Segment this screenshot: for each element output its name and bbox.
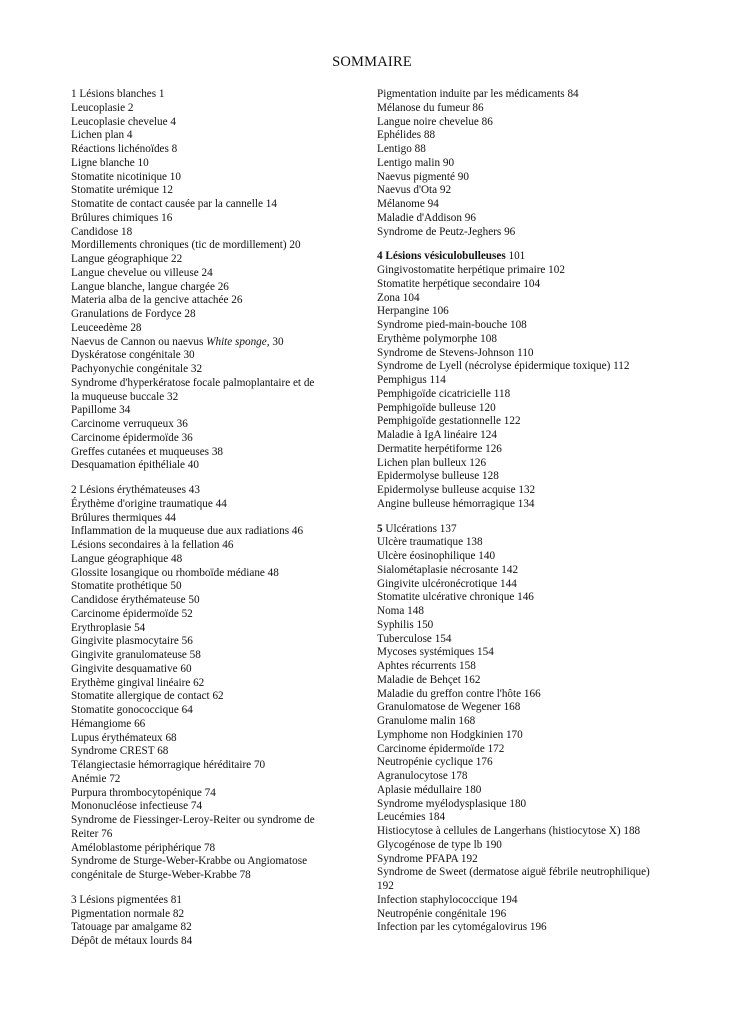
- toc-entry: Tuberculose 154: [377, 632, 452, 645]
- toc-entry: Gingivite desquamative 60: [71, 662, 192, 675]
- toc-entry: Lichen plan 4: [71, 129, 133, 142]
- toc-entry: Gingivite ulcéronécrotique 144: [377, 577, 517, 590]
- section-spacer: [377, 512, 677, 523]
- toc-entry: Herpangine 106: [377, 305, 449, 318]
- section-heading-1: 1 Lésions blanches 1: [71, 88, 165, 100]
- toc-entry: Pemphigoïde cicatricielle 118: [377, 387, 511, 400]
- toc-entry: Syndrome myélodysplasique 180: [377, 797, 527, 810]
- page-title: SOMMAIRE: [332, 54, 412, 70]
- section-heading-3: 3 Lésions pigmentées 81: [71, 893, 182, 906]
- toc-entry: Syndrome de Fiessinger-Leroy-Reiter ou syndrome de: [71, 814, 315, 826]
- section-spacer: [71, 473, 341, 484]
- section-1-entries-2: [71, 349, 341, 377]
- toc-entry: Aplasie médullaire 180: [377, 783, 482, 796]
- toc-entry: Greffes cutanées et muqueuses 38: [71, 445, 224, 458]
- toc-entry: Langue chevelue ou villeuse 24: [71, 266, 213, 279]
- toc-entry: Candidose érythémateuse 50: [71, 594, 200, 606]
- toc-entry: Langue géographique 22: [71, 253, 183, 265]
- toc-entry: Infection par les cytomégalovirus 196: [377, 921, 547, 934]
- toc-entry: Carcinome épidermoïde 172: [377, 742, 505, 755]
- toc-entry: Mordillements chroniques (tic de mordillement) 20: [71, 239, 301, 252]
- toc-entry: Lupus érythémateux 68: [71, 731, 177, 744]
- section-1-entries-3: [71, 404, 341, 473]
- section-2-entries: [71, 498, 341, 883]
- toc-entry: Pemphigoïde gestationnelle 122: [377, 415, 521, 428]
- toc-entry: Gingivite plasmocytaire 56: [71, 635, 193, 648]
- section-heading-4: [377, 250, 677, 264]
- toc-entry: Dyskératose congénitale 30: [71, 349, 195, 362]
- toc-entry: Glossite losangique ou rhomboïde médiane 48: [71, 566, 279, 579]
- toc-entry: Syndrome de Sturge-Weber-Krabbe ou Angiomatose: [71, 855, 308, 868]
- entry-italic-text: White sponge,: [206, 335, 270, 348]
- section-4-entries: [377, 264, 677, 512]
- toc-entry: Leucoplasie 2: [71, 101, 134, 114]
- toc-left-column: [71, 88, 341, 949]
- toc-entry: Mononucléose infectieuse 74: [71, 800, 203, 813]
- toc-entry: Lentigo 88: [377, 143, 426, 155]
- toc-entry: Syndrome PFAPA 192: [377, 852, 478, 865]
- toc-entry: Syndrome pied-main-bouche 108: [377, 319, 527, 331]
- toc-entry: Inflammation de la muqueuse due aux radiations 46: [71, 525, 304, 538]
- section-heading-5: [377, 523, 677, 537]
- toc-entry: Stomatite gonococcique 64: [71, 704, 193, 716]
- entry-text: Naevus de Cannon ou naevus: [71, 335, 207, 348]
- toc-entry: Érythème d'origine traumatique 44: [71, 497, 227, 510]
- toc-entry: Syphilis 150: [377, 618, 434, 631]
- toc-entry: Langue blanche, langue chargée 26: [71, 280, 229, 293]
- toc-entry: Angine bulleuse hémorragique 134: [377, 497, 535, 510]
- toc-entry: Granulome malin 168: [377, 715, 476, 727]
- toc-entry: Anémie 72: [71, 772, 121, 785]
- toc-entry: Neutropénie cyclique 176: [377, 756, 493, 769]
- toc-entry: Desquamation épithéliale 40: [71, 459, 199, 472]
- section-heading-2: 2 Lésions érythémateuses 43: [71, 484, 200, 496]
- toc-entry: Carcinome verruqueux 36: [71, 418, 188, 430]
- section-heading-4-page: 101: [505, 250, 526, 263]
- toc-entry: 192: [377, 880, 394, 892]
- toc-entry: Syndrome de Peutz-Jeghers 96: [377, 225, 516, 238]
- toc-entry: Sialométaplasie nécrosante 142: [377, 563, 519, 576]
- section-spacer: [377, 239, 677, 250]
- toc-entry: Hémangiome 66: [71, 717, 146, 730]
- toc-entry: Epidermolyse bulleuse 128: [377, 470, 499, 483]
- toc-entry: Télangiectasie hémorragique héréditaire 70: [71, 759, 266, 771]
- toc-entry: Granulations de Fordyce 28: [71, 308, 196, 320]
- toc-entry: Maladie du greffon contre l'hôte 166: [377, 687, 541, 700]
- toc-entry: Brûlures chimiques 16: [71, 211, 173, 224]
- toc-entry: Leucoplasie chevelue 4: [71, 115, 176, 128]
- toc-entry: Maladie de Behçet 162: [377, 673, 481, 686]
- section-spacer: [71, 883, 341, 894]
- section-3-continued-entries: [377, 88, 677, 239]
- section-1-entries: [71, 102, 341, 336]
- toc-entry: Langue géographique 48: [71, 552, 183, 565]
- toc-entry: Gingivostomatite herpétique primaire 102: [377, 264, 565, 276]
- toc-entry: Gingivite granulomateuse 58: [71, 649, 201, 661]
- toc-entry: Stomatite ulcérative chronique 146: [377, 591, 534, 604]
- toc-entry: Leucémies 184: [377, 811, 446, 824]
- toc-entry: Papillome 34: [71, 404, 131, 417]
- toc-entry: Stomatite de contact causée par la cannelle 14: [71, 198, 277, 210]
- toc-entry: Stomatite prothétique 50: [71, 580, 182, 593]
- toc-entry: Lymphome non Hodgkinien 170: [377, 728, 523, 741]
- toc-entry-syndrome-line2: la muqueuse buccale 32: [71, 390, 179, 403]
- toc-entry: Carcinome épidermoïde 36: [71, 431, 193, 444]
- toc-entry: Mélanose du fumeur 86: [377, 101, 484, 114]
- toc-entry: Syndrome de Sweet (dermatose aiguë fébrile neutrophilique): [377, 866, 650, 879]
- toc-entry: Lentigo malin 90: [377, 156, 455, 169]
- toc-entry: Mélanome 94: [377, 198, 439, 210]
- toc-entry: Dermatite herpétiforme 126: [377, 442, 502, 455]
- toc-entry: Tatouage par amalgame 82: [71, 921, 192, 934]
- toc-entry: Glycogénose de type lb 190: [377, 838, 502, 851]
- toc-entry: Ulcère éosinophilique 140: [377, 550, 496, 562]
- section-heading-4-title: 4 Lésions vésiculobulleuses: [377, 250, 506, 263]
- toc-entry: Epidermolyse bulleuse acquise 132: [377, 484, 536, 496]
- toc-entry: Mycoses systémiques 154: [377, 646, 494, 659]
- toc-entry: Carcinome épidermoïde 52: [71, 607, 193, 620]
- toc-entry: Pigmentation induite par les médicaments 84: [377, 88, 579, 100]
- toc-entry: Syndrome de Stevens-Johnson 110: [377, 346, 534, 359]
- toc-entry: Candidose 18: [71, 225, 133, 238]
- toc-entry-naevus-cannon: [71, 336, 341, 350]
- toc-entry: Ligne blanche 10: [71, 156, 149, 169]
- section-3-entries: [71, 908, 341, 949]
- toc-entry: congénitale de Sturge-Weber-Krabbe 78: [71, 869, 251, 881]
- toc-entry: Langue noire chevelue 86: [377, 115, 493, 128]
- section-heading-5-number: 5: [377, 522, 383, 535]
- toc-entry: Lésions secondaires à la fellation 46: [71, 539, 234, 551]
- toc-entry: Pemphigus 114: [377, 374, 446, 386]
- toc-entry: Zona 104: [377, 291, 420, 304]
- toc-entry: Maladie d'Addison 96: [377, 211, 476, 224]
- toc-entry: Lichen plan bulleux 126: [377, 456, 487, 469]
- toc-entry: Reiter 76: [71, 827, 113, 840]
- toc-entry: Brûlures thermiques 44: [71, 511, 177, 524]
- toc-entry-syndrome-line1: Syndrome d'hyperkératose focale palmoplantaire et de: [71, 376, 315, 389]
- toc-entry: Agranulocytose 178: [377, 770, 468, 782]
- toc-entry: Aphtes récurrents 158: [377, 660, 476, 672]
- toc-entry: Stomatite allergique de contact 62: [71, 690, 224, 703]
- toc-entry: Erythème polymorphe 108: [377, 332, 497, 345]
- toc-entry: Erythroplasie 54: [71, 621, 146, 634]
- toc-entry: Stomatite urémique 12: [71, 184, 173, 197]
- toc-entry: Materia alba de la gencive attachée 26: [71, 294, 243, 307]
- section-heading-5-title: Ulcérations 137: [382, 522, 457, 535]
- toc-entry: Réactions lichénoïdes 8: [71, 143, 178, 155]
- toc-entry: Infection staphylococcique 194: [377, 893, 518, 906]
- toc-entry: Syndrome de Lyell (nécrolyse épidermique toxique) 112: [377, 360, 630, 373]
- toc-entry: Syndrome CREST 68: [71, 745, 169, 758]
- toc-entry: Maladie à IgA linéaire 124: [377, 429, 497, 441]
- section-5-entries: [377, 536, 677, 935]
- toc-entry: Pachyonychie congénitale 32: [71, 363, 203, 375]
- toc-entry: Neutropénie congénitale 196: [377, 907, 507, 920]
- toc-entry: Noma 148: [377, 605, 424, 617]
- toc-entry: Pigmentation normale 82: [71, 907, 185, 920]
- toc-entry: Erythème gingival linéaire 62: [71, 676, 205, 689]
- toc-entry: Stomatite herpétique secondaire 104: [377, 277, 541, 290]
- toc-entry: Purpura thrombocytopénique 74: [71, 786, 216, 799]
- toc-right-column: [377, 88, 677, 935]
- toc-entry: Histiocytose à cellules de Langerhans (histiocytose X) 188: [377, 825, 641, 837]
- toc-entry: Stomatite nicotinique 10: [71, 170, 181, 183]
- toc-entry: Naevus d'Ota 92: [377, 184, 452, 197]
- toc-entry: Leuceedème 28: [71, 321, 142, 334]
- toc-entry: Ulcère traumatique 138: [377, 536, 483, 549]
- toc-entry: Naevus pigmenté 90: [377, 170, 469, 183]
- toc-entry: Ephélides 88: [377, 129, 436, 142]
- entry-page: 30: [269, 335, 284, 348]
- toc-entry: Pemphigoïde bulleuse 120: [377, 401, 496, 414]
- toc-entry: Améloblastome périphérique 78: [71, 841, 216, 854]
- toc-entry: Granulomatose de Wegener 168: [377, 701, 521, 714]
- toc-entry: Dépôt de métaux lourds 84: [71, 935, 193, 947]
